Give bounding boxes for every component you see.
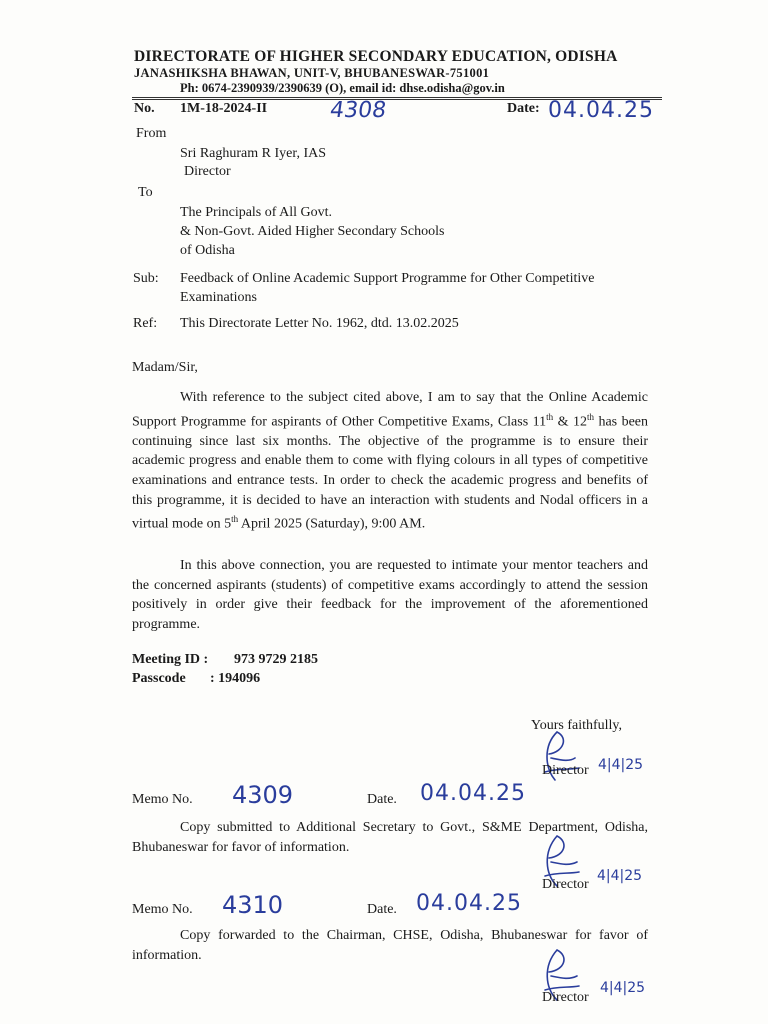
- p1-part-a: With reference to the subject cited above, I am to say that the Online Academic Support Programme for aspirants of Other Competitive Exams, Class 11: [132, 390, 648, 430]
- passcode-value: : 194096: [210, 671, 261, 686]
- letter-date-label: Date:: [507, 101, 540, 116]
- body-paragraph-1: [132, 388, 648, 534]
- letter-no-label: No.: [134, 101, 155, 116]
- memo2-label: Memo No.: [132, 902, 193, 917]
- memo2-handwritten-date: 04.04.25: [416, 891, 522, 916]
- memo2-text: Copy forwarded to the Chairman, CHSE, Odisha, Bhubaneswar for favor of information.: [132, 928, 648, 963]
- to-label: To: [138, 185, 153, 200]
- salutation: Madam/Sir,: [132, 360, 198, 375]
- director-signature-1: [535, 728, 585, 788]
- p1-sup-1: th: [546, 411, 554, 422]
- letterhead-contact: Ph: 0674-2390939/2390639 (O), email id: dhse.odisha@gov.in: [180, 81, 505, 95]
- handwritten-letter-date: 04.04.25: [548, 98, 654, 123]
- memo1-handwritten-no: 4309: [232, 781, 294, 809]
- from-name: Sri Raghuram R Iyer, IAS: [180, 146, 327, 161]
- memo1-label: Memo No.: [132, 792, 193, 807]
- subject-line-1: Feedback of Online Academic Support Programme for Other Competitive: [180, 271, 595, 286]
- to-line-1: The Principals of All Govt.: [180, 205, 333, 220]
- memo1-text: Copy submitted to Additional Secretary to Govt., S&ME Department, Odisha, Bhubaneswar for favor of information.: [132, 820, 648, 855]
- to-line-2: & Non-Govt. Aided Higher Secondary Schools: [180, 224, 445, 239]
- closing-text: Yours faithfully,: [531, 718, 623, 733]
- meeting-id-label: Meeting ID :: [132, 652, 209, 667]
- from-designation: Director: [184, 164, 231, 179]
- subject-label: Sub:: [133, 271, 159, 286]
- letterhead-title: DIRECTORATE OF HIGHER SECONDARY EDUCATION, ODISHA: [134, 48, 618, 65]
- memo2-sign-date: 4|4|25: [600, 980, 646, 996]
- p1-sup-2: th: [586, 411, 594, 422]
- closing-director-title: Director: [542, 763, 589, 778]
- passcode-label: Passcode: [132, 671, 186, 686]
- p1-part-b: & 12: [553, 414, 587, 430]
- body-paragraph-2: In this above connection, you are requested to intimate your mentor teachers and the concerned aspirants (students) of competitive exams accordingly to attend the session positively in order give their feedback for the improvement of the aforementioned programme.: [132, 558, 648, 632]
- meeting-id-value: 973 9729 2185: [234, 652, 318, 667]
- reference-text: This Directorate Letter No. 1962, dtd. 13.02.2025: [180, 316, 459, 331]
- handwritten-letter-no: 4308: [328, 98, 388, 123]
- p1-sup-3: th: [231, 514, 239, 525]
- to-line-3: of Odisha: [180, 243, 235, 258]
- memo1-sign-date: 4|4|25: [597, 868, 643, 884]
- from-label: From: [136, 126, 167, 141]
- memo1-director-title: Director: [542, 877, 589, 892]
- p1-part-c: has been continuing since last six months. The objective of the programme is to ensure their academic progress and enable them to come with flying colours in all types of competitive examinations and entrance tests. In order to check the academic progress and benefits of this programme, it is decided to have an interaction with students and Nodal officers in a virtual mode on 5: [132, 414, 649, 532]
- letterhead-address: JANASHIKSHA BHAWAN, UNIT-V, BHUBANESWAR-751001: [134, 66, 490, 80]
- reference-label: Ref:: [133, 316, 158, 331]
- memo2-date-label: Date.: [367, 902, 397, 917]
- memo1-date-label: Date.: [367, 792, 397, 807]
- p1-part-d: April 2025 (Saturday), 9:00 AM.: [238, 516, 426, 532]
- memo1-handwritten-date: 04.04.25: [420, 781, 526, 806]
- memo2-director-title: Director: [542, 990, 589, 1005]
- letter-no-value: 1M-18-2024-II: [180, 101, 268, 116]
- closing-sign-date: 4|4|25: [598, 757, 644, 773]
- subject-line-2: Examinations: [180, 290, 257, 305]
- memo2-handwritten-no: 4310: [222, 891, 284, 919]
